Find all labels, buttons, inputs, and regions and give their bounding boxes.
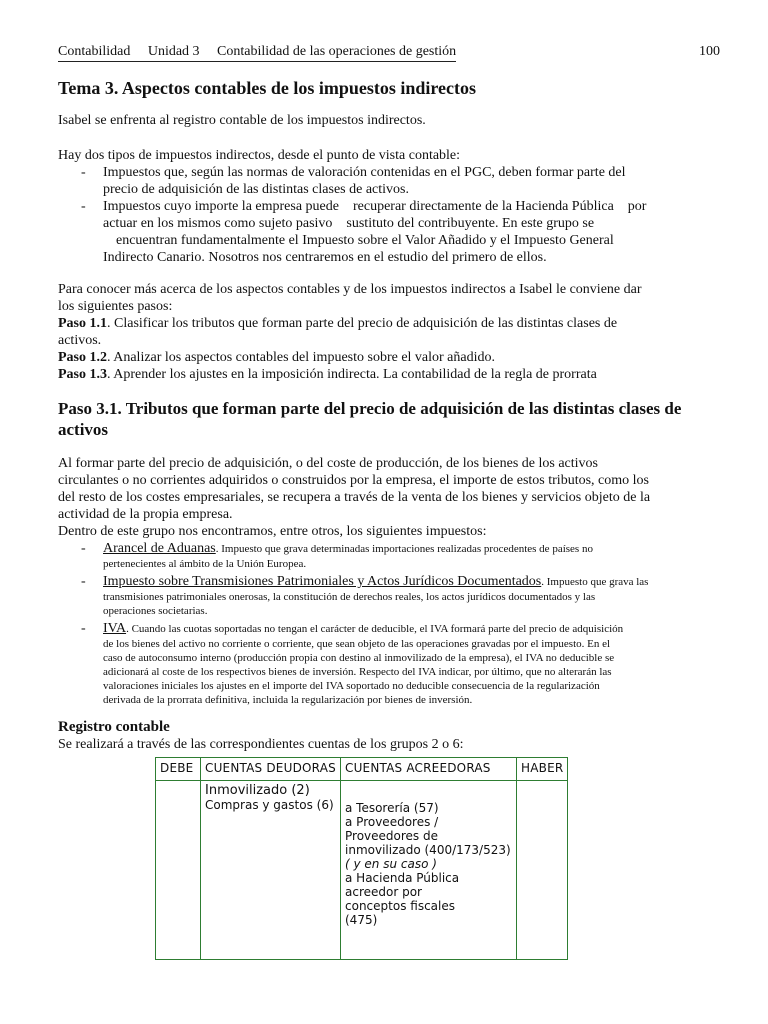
accounting-entry-table: [155, 757, 568, 960]
step-label: Paso 1.3: [58, 367, 107, 382]
list-item-line: actuar en los mismos como sujeto pasivo sustituto del contribuyente. En este grupo se: [103, 216, 595, 231]
cell-cuentas-deudoras: [201, 781, 341, 960]
creditor-account: a Hacienda Pública: [345, 871, 460, 885]
registro-section: [58, 719, 720, 753]
body-line: actividad de la propia empresa.: [58, 507, 233, 522]
registro-lead: Se realizará a través de las correspondientes cuentas de los grupos 2 o 6:: [58, 737, 464, 752]
page-number: 100: [699, 44, 720, 59]
intro-text: Isabel se enfrenta al registro contable de los impuestos indirectos.: [58, 113, 426, 128]
creditor-note: ( y en su caso ): [345, 857, 437, 871]
list-item: [58, 540, 720, 571]
list-item: [58, 620, 720, 707]
tax-name: Impuesto sobre Transmisiones Patrimoniales y Actos Jurídicos Documentados: [103, 574, 542, 589]
bullet-dash: -: [81, 199, 86, 214]
list-item: [58, 198, 720, 266]
list-item-line: precio de adquisición de las distintas clases de activos.: [103, 182, 409, 197]
steps-section: [58, 281, 720, 383]
tax-desc-line: . Impuesto que grava determinadas importaciones realizadas procedentes de países no: [215, 543, 593, 555]
creditor-account: conceptos fiscales: [345, 899, 455, 913]
header-subject: Contabilidad: [58, 44, 131, 59]
tax-list: [58, 540, 720, 707]
step-text: . Analizar los aspectos contables del impuesto sobre el valor añadido.: [107, 350, 496, 365]
section-heading: [58, 398, 720, 440]
creditor-account: a Tesorería (57): [345, 801, 439, 815]
tax-desc-line: caso de autoconsumo interno (producción propia con destino al inmovilizado de la empresa), el IVA no deducible se: [103, 652, 615, 664]
tax-desc-line: valoraciones iniciales los ajustes en el importe del IVA soportado no deducible consecuencia de la regularización: [103, 680, 600, 692]
bullet-dash: -: [81, 574, 86, 589]
list-item-line: Impuestos cuyo importe la empresa puede recuperar directamente de la Hacienda Pública por: [103, 199, 647, 214]
tax-desc-line: operaciones societarias.: [103, 605, 208, 617]
list-item-line: Impuestos que, según las normas de valoración contenidas en el PGC, deben formar parte del: [103, 165, 626, 180]
cell-haber: [517, 781, 568, 960]
creditor-account: acreedor por: [345, 885, 422, 899]
bullet-dash: -: [81, 621, 86, 636]
step-label: Paso 1.2: [58, 350, 107, 365]
steps-lead-2: los siguientes pasos:: [58, 299, 173, 314]
steps-lead-1: Para conocer más acerca de los aspectos contables y de los impuestos indirectos a Isabel le conviene dar: [58, 282, 642, 297]
bullet-dash: -: [81, 165, 86, 180]
tax-desc-line: de los bienes del activo no corriente o corriente, que sean objeto de las operaciones gravadas por el impuesto. En el: [103, 638, 611, 650]
tax-types-list: [58, 164, 720, 266]
tax-desc-line: . Cuando las cuotas soportadas no tengan el carácter de deducible, el IVA formará parte del precio de adquisición: [126, 623, 624, 635]
col-header-cuentas-acreedoras: CUENTAS ACREEDORAS: [341, 758, 517, 781]
tax-desc-line: derivada de la prorrata definitiva, incluida la regularización por bienes de inversión.: [103, 694, 473, 706]
debtor-account: Inmovilizado (2): [205, 783, 310, 798]
creditor-account: a Proveedores /: [345, 815, 439, 829]
header-unit: Unidad 3: [147, 44, 200, 59]
body-line: circulantes o no corrientes adquiridos o construidos por la empresa, el importe de estos tributos, como los: [58, 473, 649, 488]
page-title: Tema 3. Aspectos contables de los impuestos indirectos: [58, 78, 477, 98]
cell-debe: [156, 781, 201, 960]
header-left: [58, 43, 456, 62]
col-header-haber: HABER: [517, 758, 568, 781]
list-item-line: Indirecto Canario. Nosotros nos centraremos en el estudio del primero de ellos.: [103, 250, 547, 265]
intro-paragraph: [58, 112, 720, 129]
tax-name: Arancel de Aduanas: [103, 541, 216, 556]
tax-desc-line: adicionará al coste de los respectivos bienes de inversión. Respecto del IVA indicar, por último, que no alterarán las: [103, 666, 612, 678]
debtor-account: Compras y gastos (6): [205, 798, 334, 812]
group-lead: Dentro de este grupo nos encontramos, entre otros, los siguientes impuestos:: [58, 524, 487, 539]
body-line: Al formar parte del precio de adquisición, o del coste de producción, de los bienes de los activos: [58, 456, 598, 471]
table-header-row: [156, 758, 568, 781]
creditor-account: inmovilizado (400/173/523): [345, 843, 511, 857]
col-header-cuentas-deudoras: CUENTAS DEUDORAS: [201, 758, 341, 781]
list-item-line: encuentran fundamentalmente el Impuesto sobre el Valor Añadido y el Impuesto General: [116, 233, 614, 248]
tax-desc-line: transmisiones patrimoniales onerosas, la constitución de derechos reales, los actos jurídicos documentados y las: [103, 591, 596, 603]
tax-name: IVA: [103, 621, 127, 636]
cell-cuentas-acreedoras: [341, 781, 517, 960]
tax-desc-line: pertenecientes al ámbito de la Unión Europea.: [103, 558, 307, 570]
step-label: Paso 1.1: [58, 316, 107, 331]
step-1-3: [58, 366, 720, 383]
step-text: . Aprender los ajustes en la imposición indirecta. La contabilidad de la regla de prorrata: [107, 367, 597, 382]
section-body: [58, 455, 720, 707]
tax-types-lead: Hay dos tipos de impuestos indirectos, desde el punto de vista contable:: [58, 148, 461, 163]
section-heading-line-2: activos: [58, 420, 109, 439]
step-text: . Clasificar los tributos que forman parte del precio de adquisición de las distintas clases de: [107, 316, 618, 331]
creditor-account: (475): [345, 913, 378, 927]
section-heading-line-1: Paso 3.1. Tributos que forman parte del precio de adquisición de las distintas clases de: [58, 399, 682, 418]
header-unit-title: Contabilidad de las operaciones de gestión: [217, 44, 457, 59]
col-header-debe: DEBE: [156, 758, 201, 781]
step-1-1: [58, 315, 720, 332]
registro-title: Registro contable: [58, 719, 170, 735]
bullet-dash: -: [81, 541, 86, 556]
step-1-1-cont: activos.: [58, 333, 102, 348]
creditor-account: Proveedores de: [345, 829, 438, 843]
step-1-2: [58, 349, 720, 366]
tax-desc-line: . Impuesto que grava las: [541, 576, 649, 588]
table-row: [156, 781, 568, 960]
list-item: [58, 164, 720, 198]
tax-types-section: [58, 147, 720, 266]
body-line: del resto de los costes empresariales, se recupera a través de la venta de los bienes y servicios objeto de la: [58, 490, 651, 505]
list-item: [58, 573, 720, 618]
